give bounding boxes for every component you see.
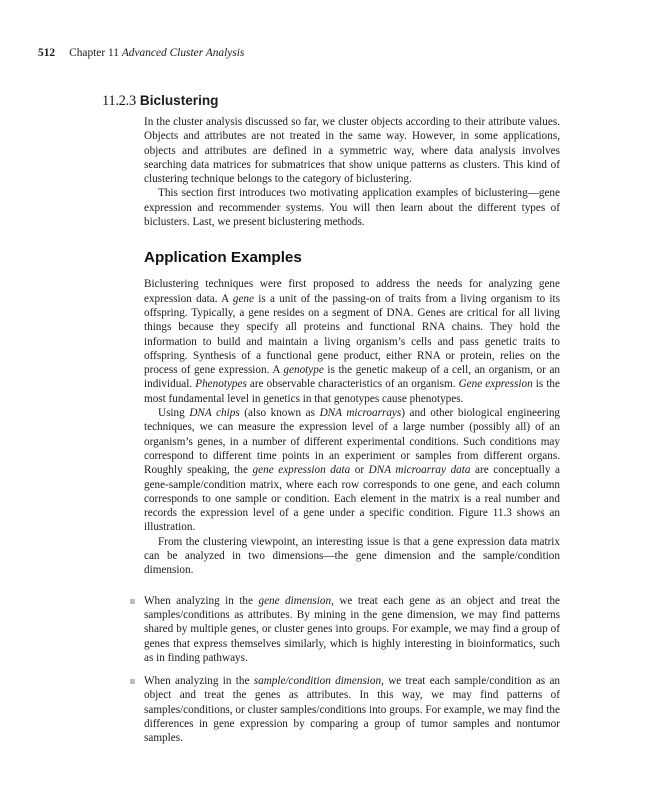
term-phenotypes: Phenotypes [195, 378, 247, 391]
running-head [38, 47, 244, 59]
chapter-title: Advanced Cluster Analysis [121, 47, 245, 59]
bullet-list [144, 594, 560, 746]
list-item: When analyzing in the gene dimension, we treat each gene as an object and treat the samples/conditions as attributes. By mining in the gene dimension, we may find patterns shared by multiple genes, or cluster genes into groups. For example, we may find a group of genes that express themselves similarly, which is highly interesting in bioinformatics, such as in finding pathways. [144, 594, 560, 665]
term-dna-microarrays: DNA microarrays [319, 407, 402, 420]
intro-paragraph-2: This section first introduces two motivating application examples of biclustering—gene expression and recommender systems. You will then learn about the different types of biclusters. Last, we present biclustering methods. [144, 187, 560, 229]
subsection-title: Application Examples [144, 249, 302, 267]
app-paragraph-2: Using DNA chips (also known as DNA microarrays) and other biological engineering techniques, we can measure the expression level of a large number (possibly all) of an organism’s genes, in a number of different experimental conditions. Such conditions may correspond to different time points in an experiment or samples from different organs. Roughly speaking, the gene expression data or DNA microarray data are conceptually a gene-sample/condition matrix, where each row corresponds to one gene, and each column corresponds to one sample or condition. Each element in the matrix is a real number and records the expression level of a gene under a specific condition. Figure 11.3 shows an illustration. [144, 407, 561, 534]
term-gene-expression: Gene expression [458, 378, 533, 391]
page-body [144, 115, 560, 755]
page-number: 512 [38, 47, 56, 59]
chapter-label: Chapter 11 [69, 47, 119, 59]
term-dna-microarray-data: DNA microarray data [368, 464, 471, 477]
section-heading [102, 93, 218, 110]
bullet-marker-icon [130, 599, 135, 604]
list-item: When analyzing in the sample/condition dimension, we treat each sample/condition as an object and treat the genes as attributes. In this way, we may find patterns of samples/conditions, or cluster samples/conditions into groups. For example, we may find the differences in gene expression by comparing a group of tumor samples and nontumor samples. [144, 674, 560, 745]
term-sample-condition-dimension: sample/condition dimension [253, 675, 382, 688]
bullet-marker-icon [130, 679, 135, 684]
term-genotype: genotype [283, 364, 324, 377]
term-dna-chips: DNA chips [189, 407, 240, 420]
intro-paragraph-1: In the cluster analysis discussed so far, we cluster objects according to their attribute values. Objects and attributes are not treated in the same way. However, in some applications, objects and attributes are defined in a symmetric way, where data analysis involves searching data matrices for submatrices that show unique patterns as clusters. This kind of clustering technique belongs to the category of biclustering. [144, 116, 560, 186]
term-gene-dimension: gene dimension [258, 594, 332, 607]
section-number: 11.2.3 [102, 93, 136, 109]
app-paragraph-3: From the clustering viewpoint, an interesting issue is that a gene expression data matrix can be analyzed in two dimensions—the gene dimension and the sample/condition dimension. [144, 535, 560, 577]
term-gene-expression-data: gene expression data [252, 464, 351, 477]
term-gene: gene [232, 292, 254, 305]
app-paragraph-1: Biclustering techniques were first proposed to address the needs for analyzing gene expression data. A gene is a unit of the passing-on of traits from a living organism to its offspring. Typically, a gene resides on a segment of DNA. Genes are critical for all living things because they specify all proteins and functional RNA chains. They hold the information to build and maintain a living organism’s cells and pass genetic traits to offspring. Synthesis of a functional gene product, either RNA or protein, relies on the process of gene expression. A genotype is the genetic makeup of a cell, an organism, or an individual. Phenotypes are observable characteristics of an organism. Gene expression is the most fundamental level in genetics in that genotypes cause phenotypes. [144, 278, 561, 405]
section-title: Biclustering [139, 93, 219, 108]
